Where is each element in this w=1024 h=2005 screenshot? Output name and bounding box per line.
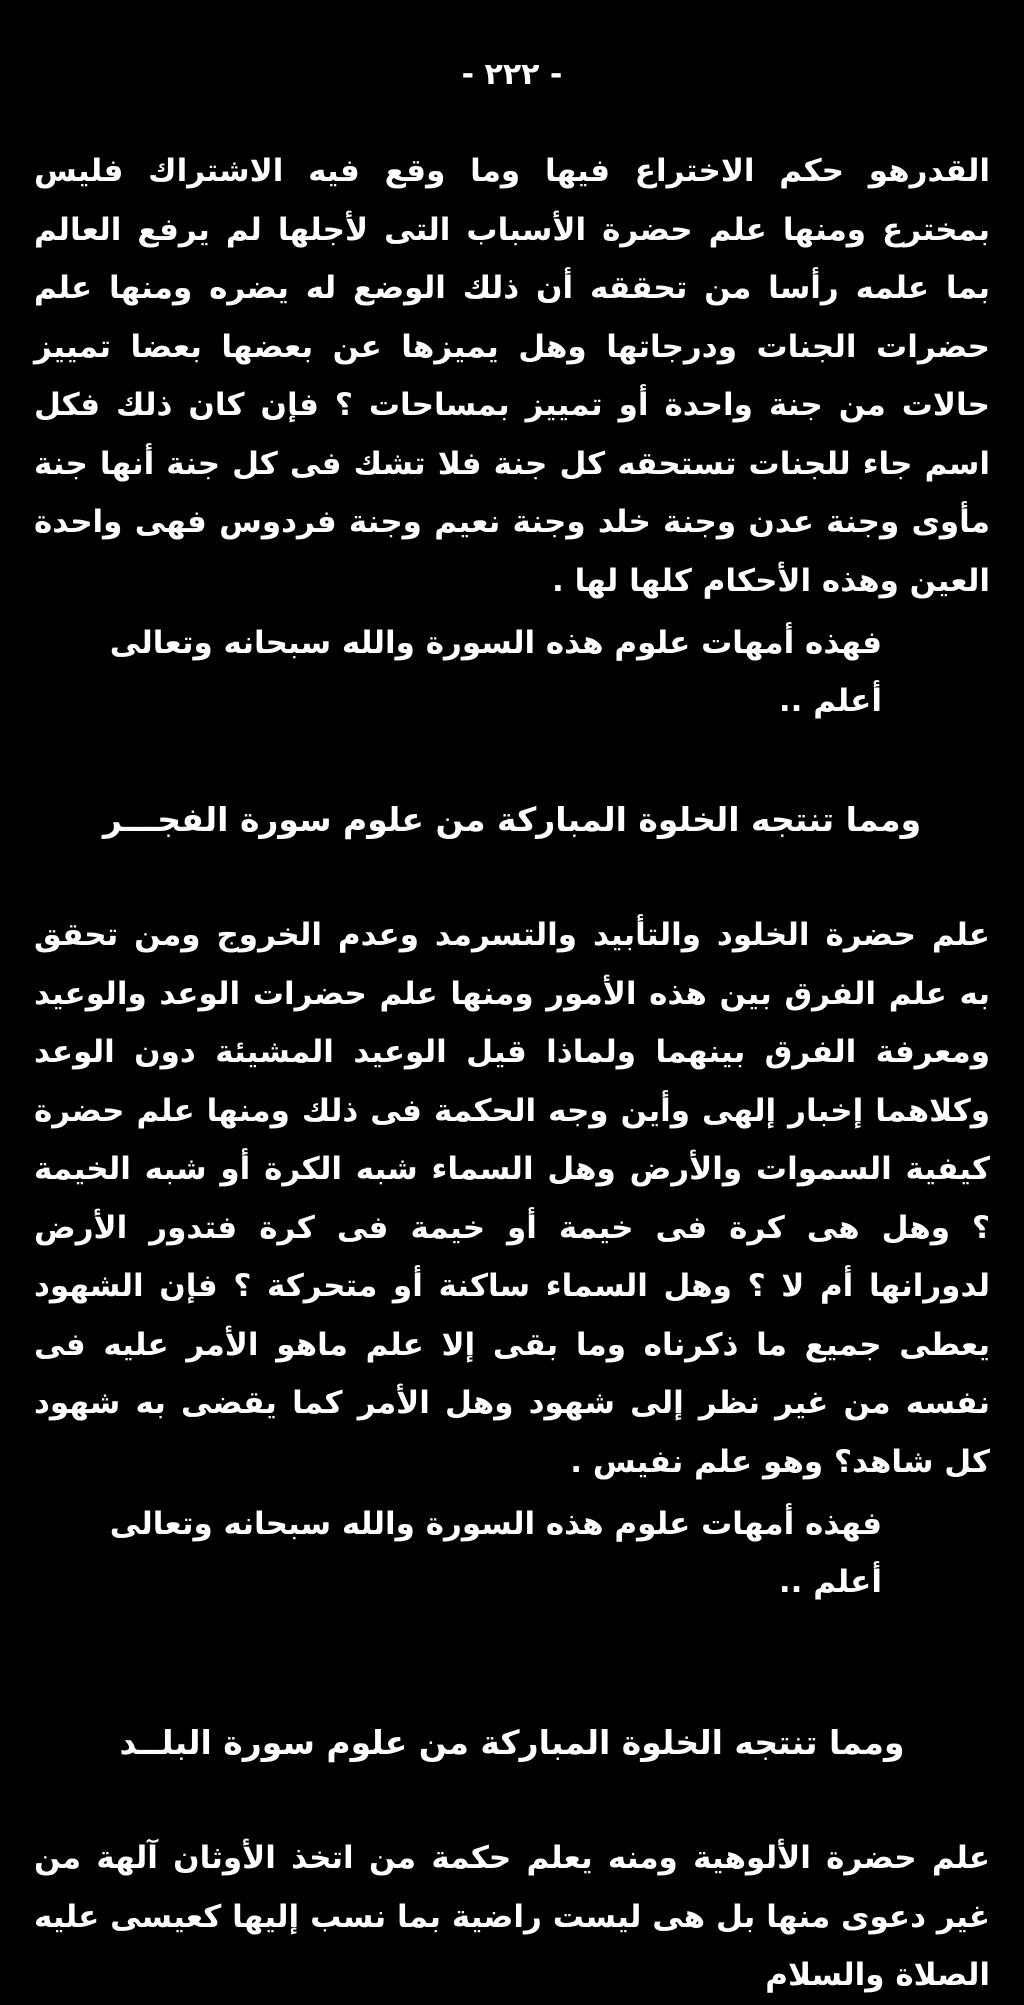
fajr-paragraph: علم حضرة الخلود والتأبيد والتسرمد وعدم الخروج ومن تحقق به علم الفرق بين هذه الأمور ومنها علم حضرات الوعد والوعيد ومعرفة الفرق بينهما ولماذا قيل الوعيد المشيئة دون الوعد وكلاهما إخبار إلهى وأين وجه الحكمة فى ذلك ومنها علم حضرة كيفية السموات والأرض وهل السماء شبه الكرة أو شبه الخيمة ؟ وهل هى كرة فى خيمة أو خيمة فى كرة فتدور الأرض لدورانها أم لا ؟ وهل السماء ساكنة أو متحركة ؟ فإن الشهود يعطى جميع ما ذكرناه وما بقى إلا علم ماهو الأمر عليه فى نفسه من غير نظر إلى شهود وهل الأمر كما يقضى به شهود كل شاهد؟ وهو علم نفيس .: [34, 917, 990, 1480]
balad-paragraph: علم حضرة الألوهية ومنه يعلم حكمة من اتخذ الأوثان آلهة من غير دعوى منها بل هى ليست راضية بما نسب إليها كعيسى عليه الصلاة والسلام: [34, 1840, 990, 1993]
intro-paragraph: القدرهو حكم الاختراع فيها وما وقع فيه الاشتراك فليس بمخترع ومنها علم حضرة الأسباب التى لأجلها لم يرفع العالم بما علمه رأسا من تحققه أن ذلك الوضع له يضره ومنها علم حضرات الجنات ودرجاتها وهل يميزها عن بعضها بعضا تمييز حالات من جنة واحدة أو تمييز بمساحات ؟ فإن كان ذلك فكل اسم جاء للجنات تستحقه كل جنة فلا تشك فى كل جنة أنها جنة مأوى وجنة عدن وجنة خلد وجنة نعيم وجنة فردوس فهى واحدة العين وهذه الأحكام كلها لها .: [34, 153, 990, 599]
section-heading-fajr: ومما تنتجه الخلوة المباركة من علوم سورة الفجـــر: [102, 800, 922, 839]
page-number: - ٢٢٢ -: [461, 57, 563, 92]
fajr-closing-line: فهذه أمهات علوم هذه السورة والله سبحانه وتعالى أعلم ..: [109, 1506, 882, 1600]
section-heading-balad: ومما تنتجه الخلوة المباركة من علوم سورة البلــد: [119, 1723, 905, 1762]
intro-closing-line: فهذه أمهات علوم هذه السورة والله سبحانه وتعالى أعلم ..: [109, 625, 882, 719]
